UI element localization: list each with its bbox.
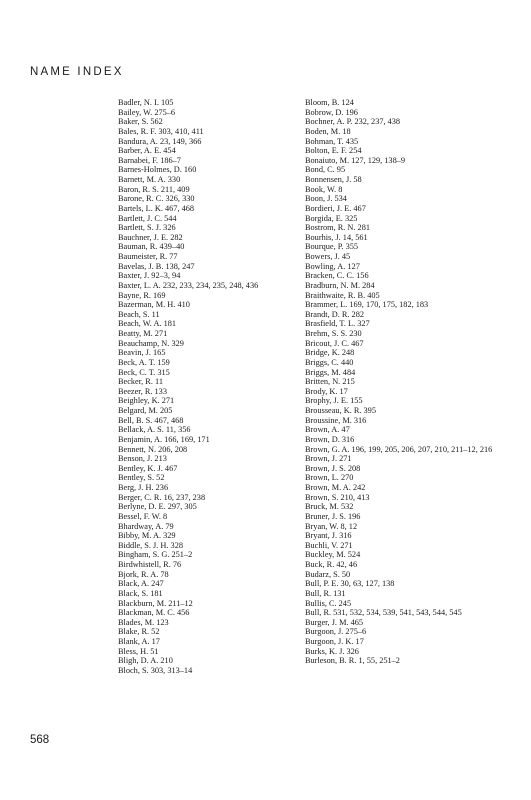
- index-entry: Bohman, T. 435: [305, 136, 359, 146]
- index-entry: Bridge, K. 248: [305, 348, 355, 358]
- index-entry: Beach, S. 11: [118, 309, 160, 319]
- index-entry: Brown, J. S. 208: [305, 463, 361, 473]
- index-entry: Beck, A. T. 159: [118, 357, 170, 367]
- index-entry: Burks, K. J. 326: [305, 646, 359, 656]
- index-entry: Bryant, J. 316: [305, 531, 352, 541]
- index-entry: Beach, W. A. 181: [118, 319, 177, 329]
- index-entry: Berlyne, D. E. 297, 305: [118, 502, 197, 512]
- index-entry: Bless, H. 51: [118, 646, 159, 656]
- index-entry: Braithwaite, R. B. 405: [305, 290, 380, 300]
- index-entry: Bruner, J. S. 196: [305, 511, 361, 521]
- index-entry: Bligh, D. A. 210: [118, 656, 173, 666]
- index-entry: Bavelas, J. B. 138, 247: [118, 261, 195, 271]
- index-entry: Baxter, L. A. 232, 233, 234, 235, 248, 436: [118, 280, 259, 290]
- index-entry: Brown, L. 270: [305, 473, 354, 483]
- index-entry: Burleson, B. R. 1, 55, 251–2: [305, 656, 400, 666]
- index-entry: Baker, S. 562: [118, 117, 163, 127]
- index-entry: Bricout, J. C. 467: [305, 338, 364, 348]
- index-entry: Biddle, S. J. H. 328: [118, 540, 183, 550]
- index-entry: Barnes-Holmes, D. 160: [118, 165, 197, 175]
- index-entry: Bradburn, N. M. 284: [305, 280, 375, 290]
- index-entry: Beavin, J. 165: [118, 348, 166, 358]
- index-entry: Bryan, W. 8, 12: [305, 521, 358, 531]
- index-entry: Bellack, A. S. 11, 356: [118, 425, 191, 435]
- index-entry: Badler, N. I. 105: [118, 98, 174, 107]
- index-entry: Berger, C. R. 16, 237, 238: [118, 492, 206, 502]
- page-heading: NAME INDEX: [30, 66, 124, 78]
- index-entry: Bales, R. F. 303, 410, 411: [118, 126, 204, 136]
- index-entry: Bartlett, S. J. 326: [118, 223, 176, 233]
- index-entry: Bloch, S. 303, 313–14: [118, 665, 193, 675]
- index-entry: Bond, C. 95: [305, 165, 346, 175]
- index-entry: Bull, R. 131: [305, 588, 346, 598]
- index-entry: Bayne, R. 169: [118, 290, 166, 300]
- index-entry: Bartels, L. K. 467, 468: [118, 203, 195, 213]
- index-entry: Barnett, M. A. 330: [118, 175, 181, 184]
- index-entry: Becker, R. 11: [118, 377, 163, 387]
- index-entry: Boon, J. 534: [305, 194, 347, 204]
- page-number: 568: [30, 734, 50, 746]
- index-entry: Beck, C. T. 315: [118, 367, 170, 377]
- index-entry: Baumeister, R. 77: [118, 252, 178, 261]
- index-entry: Beatty, M. 271: [118, 329, 168, 338]
- index-entry: Beauchamp, N. 329: [118, 338, 184, 348]
- index-entry: Bennett, N. 206, 208: [118, 444, 188, 454]
- index-column-left: [118, 98, 303, 676]
- index-entry: Bibby, M. A. 329: [118, 531, 176, 541]
- index-entry: Briggs, C. 440: [305, 357, 354, 367]
- index-entry: Blackburn, M. 211–12: [118, 598, 193, 608]
- index-entry: Baxter, J. 92–3, 94: [118, 271, 181, 281]
- index-entry: Barber, A. E. 454: [118, 146, 176, 156]
- index-entry: Brody, K. 17: [305, 386, 348, 396]
- index-entry: Bloom, B. 124: [305, 98, 354, 107]
- index-entry: Bjork, R. A. 78: [118, 569, 169, 579]
- index-entry: Burger, J. M. 465: [305, 617, 364, 627]
- index-entry: Blake, R. 52: [118, 627, 160, 637]
- index-entry: Bandura, A. 23, 149, 366: [118, 136, 202, 146]
- index-entry: Bell, B. S. 467, 468: [118, 415, 184, 425]
- index-entry: Bonaiuto, M. 127, 129, 138–9: [305, 155, 406, 165]
- index-entry: Britten, N. 215: [305, 377, 355, 387]
- index-column-right: [305, 98, 527, 666]
- index-entry: Brasfield, T. L. 327: [305, 319, 370, 329]
- index-entry: Buckley, M. 524: [305, 550, 361, 560]
- index-entry: Bentley, S. 52: [118, 473, 165, 483]
- index-entry: Bentley, K. J. 467: [118, 463, 178, 473]
- index-entry: Belgard, M. 205: [118, 406, 173, 415]
- index-entry: Brousseau, K. R. 395: [305, 406, 376, 415]
- index-entry: Benjamin, A. 166, 169, 171: [118, 434, 210, 444]
- index-entry: Brown, D. 316: [305, 434, 355, 444]
- index-entry: Black, S. 181: [118, 588, 163, 598]
- index-entry: Bazerman, M. H. 410: [118, 300, 190, 310]
- index-entry: Baron, R. S. 211, 409: [118, 184, 190, 194]
- index-entry: Briggs, M. 484: [305, 367, 356, 377]
- index-entry: Bowers, J. 45: [305, 252, 351, 261]
- index-entry: Bauman, R. 439–40: [118, 242, 185, 252]
- index-entry: Bruck, M. 532: [305, 502, 354, 512]
- index-entry: Beezer, R. 133: [118, 386, 167, 396]
- index-entry: Bowling, A. 127: [305, 261, 360, 271]
- index-entry: Brophy, J. E. 155: [305, 396, 363, 406]
- index-entry: Bartlett, J. C. 544: [118, 213, 177, 223]
- index-entry: Bonnensen, J. 58: [305, 175, 362, 184]
- index-entry: Book, W. 8: [305, 184, 343, 194]
- index-entry: Bochner, A. P. 232, 237, 438: [305, 117, 401, 127]
- index-entry: Bordieri, J. E. 467: [305, 203, 366, 213]
- index-entry: Blackman, M. C. 456: [118, 608, 190, 618]
- index-entry: Brown, J. 271: [305, 454, 352, 464]
- index-entry: Blades, M. 123: [118, 617, 169, 627]
- index-entry: Broussine, M. 316: [305, 415, 367, 425]
- index-entry: Brandt, D. R. 282: [305, 309, 364, 319]
- index-entry: Brehm, S. S. 230: [305, 329, 362, 338]
- index-entry: Bailey, W. 275–6: [118, 107, 176, 117]
- index-entry: Burgoon, J. K. 17: [305, 637, 364, 646]
- index-entry: Bullis, C. 245: [305, 598, 352, 608]
- index-entry: Bull, P. E. 30, 63, 127, 138: [305, 579, 395, 589]
- index-entry: Burgoon, J. 275–6: [305, 627, 367, 637]
- index-entry: Budarz, S. 50: [305, 569, 351, 579]
- index-entry: Brown, S. 210, 413: [305, 492, 370, 502]
- index-entry: Bostrom, R. N. 281: [305, 223, 370, 233]
- index-entry: Buchli, V. 271: [305, 540, 353, 550]
- index-entry: Boden, M. 18: [305, 126, 351, 136]
- index-entry: Buck, R. 42, 46: [305, 560, 358, 569]
- index-entry: Bourque, P. 355: [305, 242, 359, 252]
- index-entry: Bhardway, A. 79: [118, 521, 174, 531]
- index-entry: Bauchner, J. E. 282: [118, 232, 183, 242]
- index-entry: Barone, R. C. 326, 330: [118, 194, 195, 204]
- index-entry: Brown, M. A. 242: [305, 483, 366, 492]
- index-entry: Bessel, F. W. 8: [118, 511, 168, 521]
- index-entry: Beighley, K. 271: [118, 396, 175, 406]
- index-entry: Brown, G. A. 196, 199, 205, 206, 207, 210, 211–12, 216: [305, 444, 493, 454]
- index-entry: Black, A. 247: [118, 579, 164, 589]
- index-entry: Brammer, L. 169, 170, 175, 182, 183: [305, 300, 429, 310]
- index-entry: Borgida, E. 325: [305, 213, 358, 223]
- index-entry: Berg, J. H. 236: [118, 483, 169, 492]
- index-entry: Blank, A. 17: [118, 637, 160, 646]
- index-entry: Birdwhistell, R. 76: [118, 560, 182, 569]
- index-entry: Barnabei, F. 186–7: [118, 155, 181, 165]
- index-entry: Bingham, S. G. 251–2: [118, 550, 193, 560]
- index-entry: Bracken, C. C. 156: [305, 271, 369, 281]
- index-entry: Brown, A. 47: [305, 425, 350, 435]
- index-entry: Benson, J. 213: [118, 454, 167, 464]
- index-entry: Bobrow, D. 196: [305, 107, 358, 117]
- index-entry: Bull, R. 531, 532, 534, 539, 541, 543, 544, 545: [305, 608, 462, 618]
- index-entry: Bolton, E. F. 254: [305, 146, 362, 156]
- index-entry: Bourhis, J. 14, 561: [305, 232, 368, 242]
